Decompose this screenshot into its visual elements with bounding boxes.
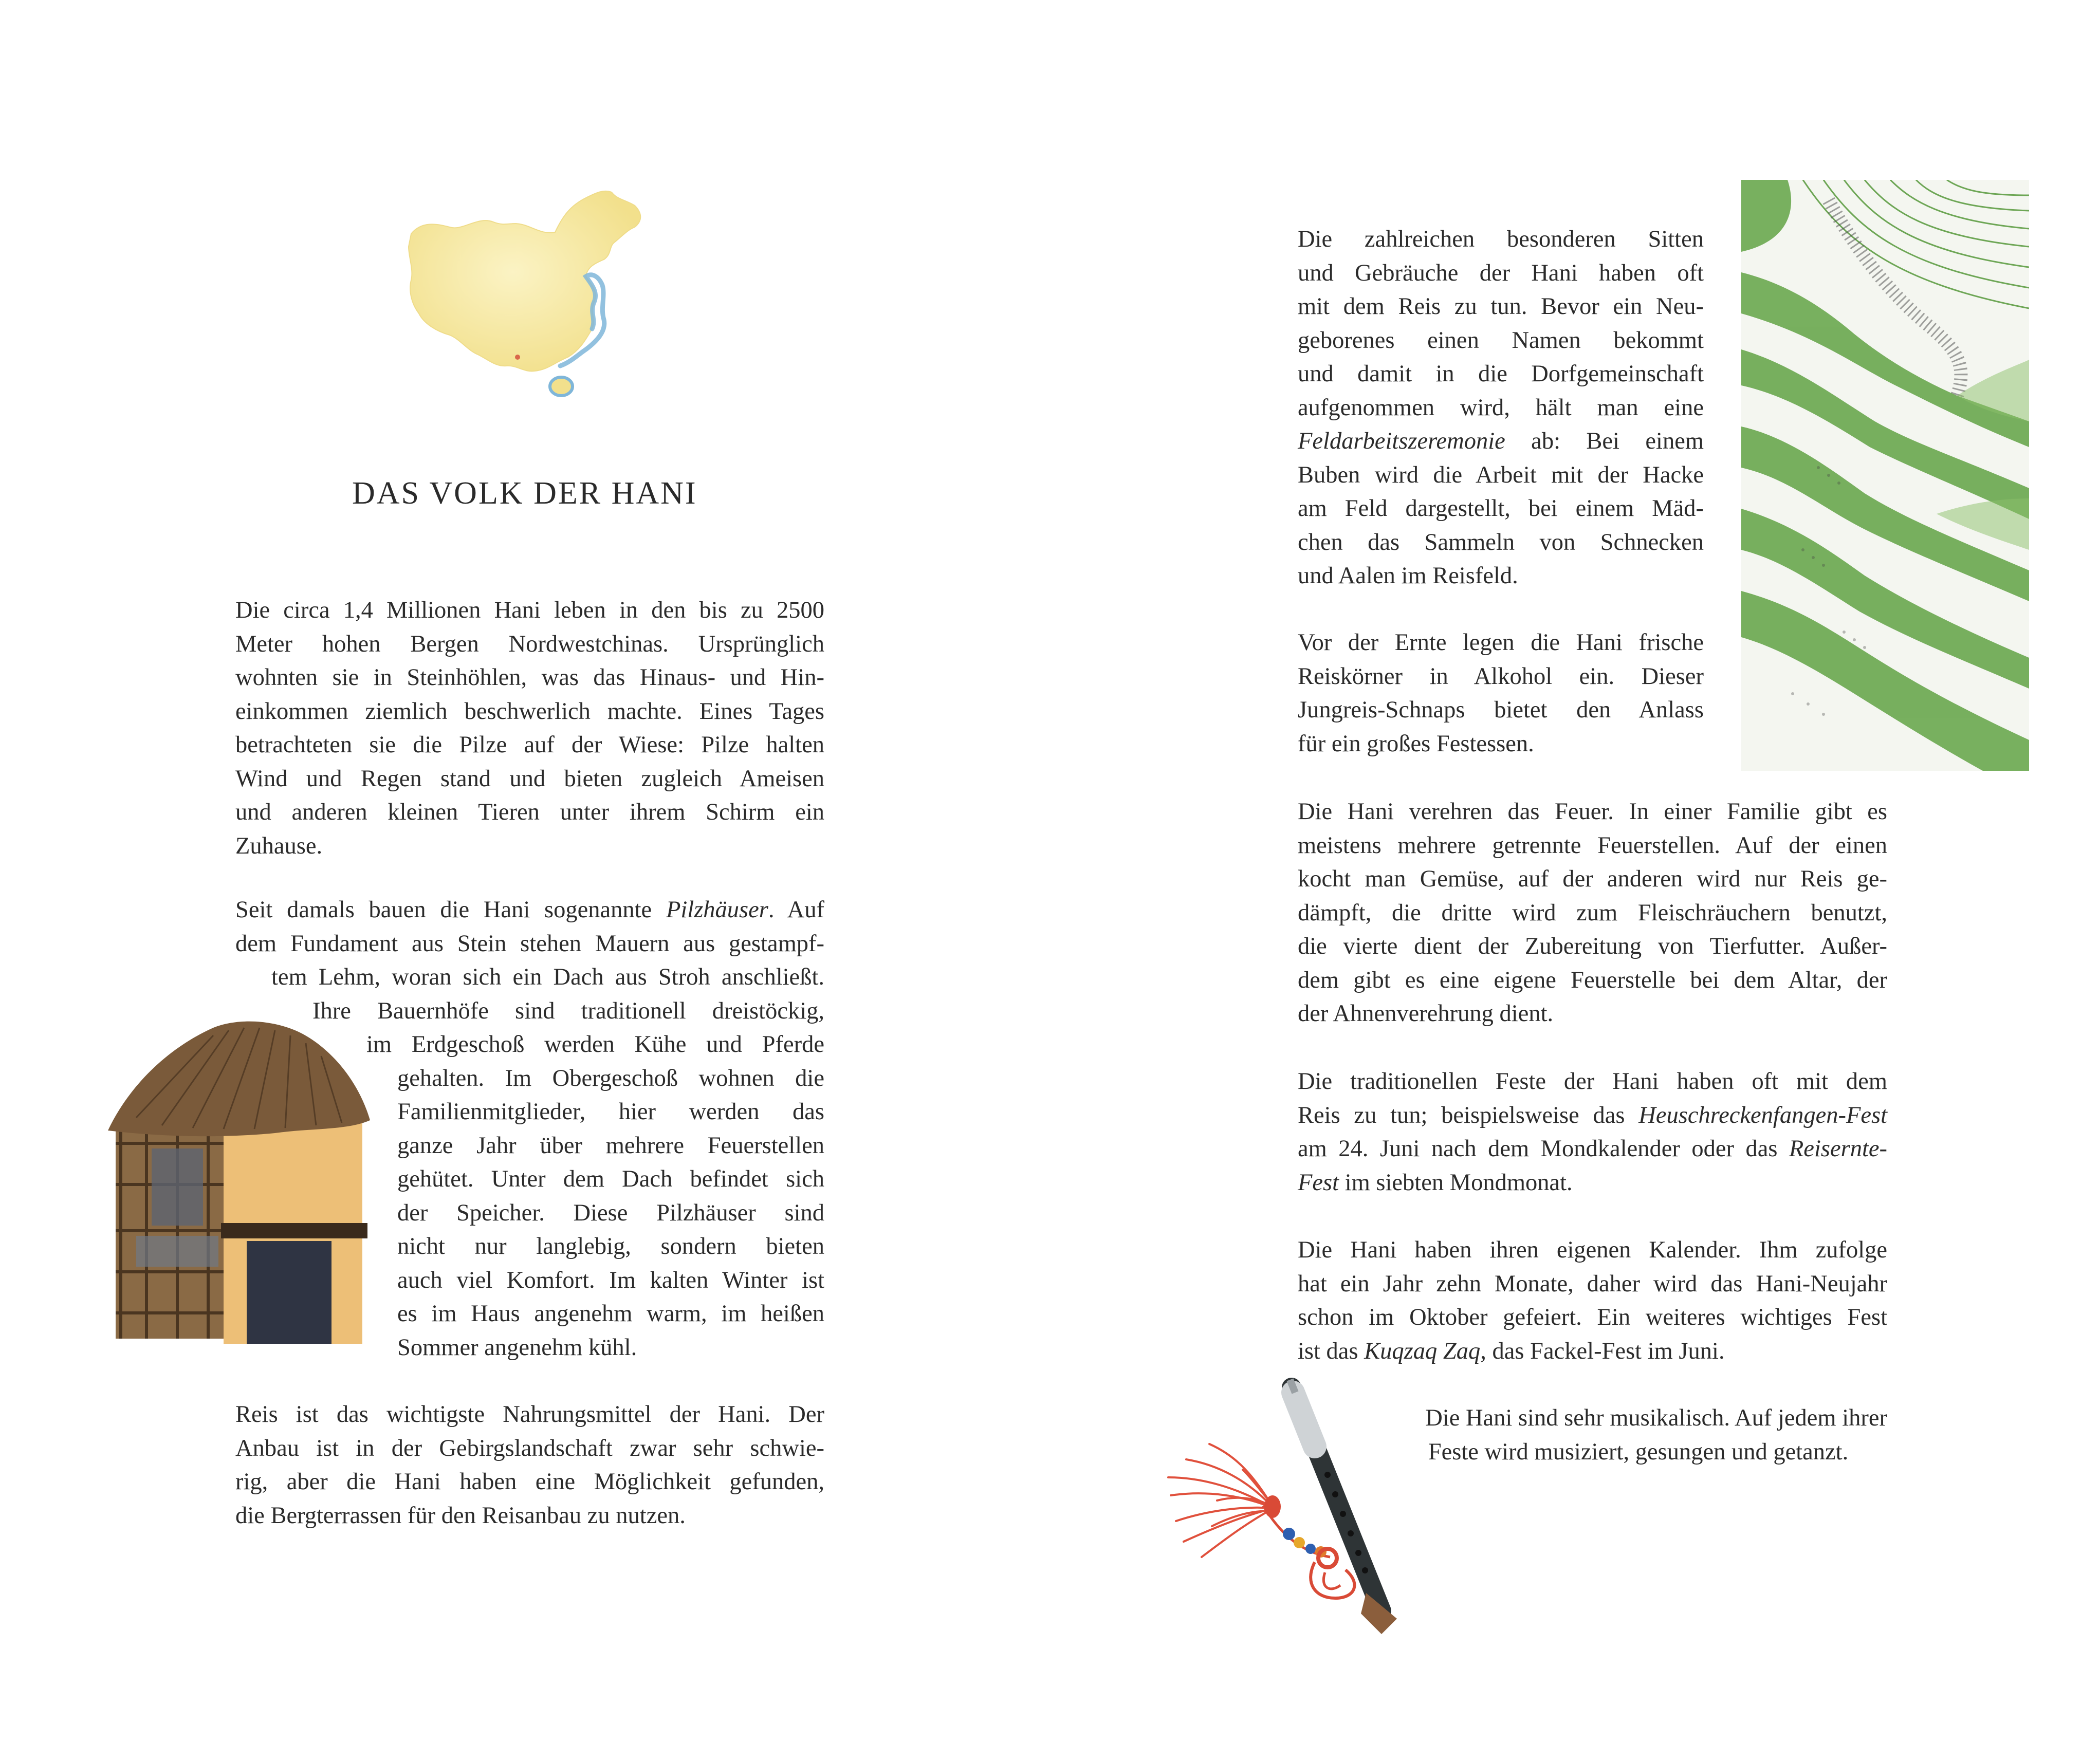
hani-house-illustration: [105, 1015, 373, 1354]
paragraph-sitten: Die zahlreichen besonderen Sitten und Gebräuche der Hani haben oft mit dem Reis zu tun. Bevor ein Neu- geborenes einen Namen bekommt und damit in die Dorfgemeinschaft aufgenommen wird, hält man eine Feldarbeitszeremonie ab: Bei einem Buben wird die Arbeit mit der Hacke am Feld dargestellt, bei einem Mäd- chen das Sammeln von Schnecken und Aalen im Reisfeld.: [1298, 226, 1704, 589]
rice-terraces-illustration: [1741, 180, 2029, 771]
paragraph-pilzhaeuser: Seit damals bauen die Hani sogenannte Pilzhäuser. Auf dem Fundament aus Stein stehen Mauern aus gestampf- tem Lehm, woran sich ein Dach aus Stroh anschließt. Ihre Bauernhöfe sind traditionell dreistöckig, im Erdgeschoß werden Kühe und Pferde gehalten. Im Obergeschoß wohnen die Familienmitglieder, hier werden das ganze Jahr über mehrere Feuerstellen gehütet. Unter dem Dach befindet sich der Speicher. Diese Pilzhäuser sind nicht nur langlebig, sondern bieten auch viel Komfort. Im kalten Winter ist es im Haus angenehm warm, im heißen Sommer angenehm kühl.: [235, 897, 824, 1361]
paragraph-intro: Die circa 1,4 Millionen Hani leben in den bis zu 2500 Meter hohen Bergen Nordwestchinas. Ursprünglich wohnten sie in Steinhöhlen, was das Hinaus- und Hin- einkommen ziemlich beschwerlich machte. Eines Tages betrachteten sie die Pilze auf der Wiese: Pilze halten Wind und Regen stand und bieten zugleich Ameisen und anderen kleinen Tieren unter ihrem Schirm ein Zuhause.: [235, 597, 824, 859]
china-map-shape: [409, 191, 640, 372]
paragraph-reis: Reis ist das wichtigste Nahrungsmittel der Hani. Der Anbau ist in der Gebirgslandschaft zwar sehr schwie- rig, aber die Hani haben eine Möglichkeit gefunden, die Bergterrassen für den Reisanbau zu nutzen.: [235, 1401, 824, 1529]
paragraph-feste: Die traditionellen Feste der Hani haben oft mit dem Reis zu tun; beispielsweise das Heuschreckenfangen-Fest am 24. Juni nach dem Mondkalender oder das Reisernte- Fest im siebten Mondmonat.: [1298, 1068, 1887, 1196]
right-page: [1050, 0, 2100, 1760]
paragraph-kalender: Die Hani haben ihren eigenen Kalender. Ihm zufolge hat ein Jahr zehn Monate, daher wird das Hani-Neujahr schon im Oktober gefeiert. Ein weiteres wichtiges Fest ist das Kuqzaq Zaq, das Fackel-Fest im Juni.: [1298, 1237, 1887, 1364]
flute-red-tassel: [1168, 1444, 1276, 1557]
hani-region-dot: [515, 355, 520, 360]
paragraph-ernte: Vor der Ernte legen die Hani frische Reiskörner in Alkohol ein. Dieser Jungreis-Schnaps bietet den Anlass für ein großes Festessen.: [1298, 629, 1704, 757]
paragraph-musik: Die Hani sind sehr musikalisch. Auf jedem ihrer Feste wird musiziert, gesungen und getanzt.: [1425, 1405, 1887, 1465]
hainan-island: [550, 377, 573, 396]
paragraph-feuer: Die Hani verehren das Feuer. In einer Familie gibt es meistens mehrere getrennte Feuerstellen. Auf der einen kocht man Gemüse, auf der anderen wird nur Reis ge- dämpft, die dritte wird zum Fleischräuchern benutzt, die vierte dient der Zubereitung von Tierfutter. Außer- dem gibt es eine eigene Feuerstelle bei dem Altar, der der Ahnenverehrung dient.: [1298, 799, 1887, 1027]
china-map-illustration: [401, 185, 668, 406]
flute-illustration: [1160, 1377, 1448, 1660]
page-title: DAS VOLK DER HANI: [352, 476, 697, 511]
house-door: [247, 1241, 331, 1344]
